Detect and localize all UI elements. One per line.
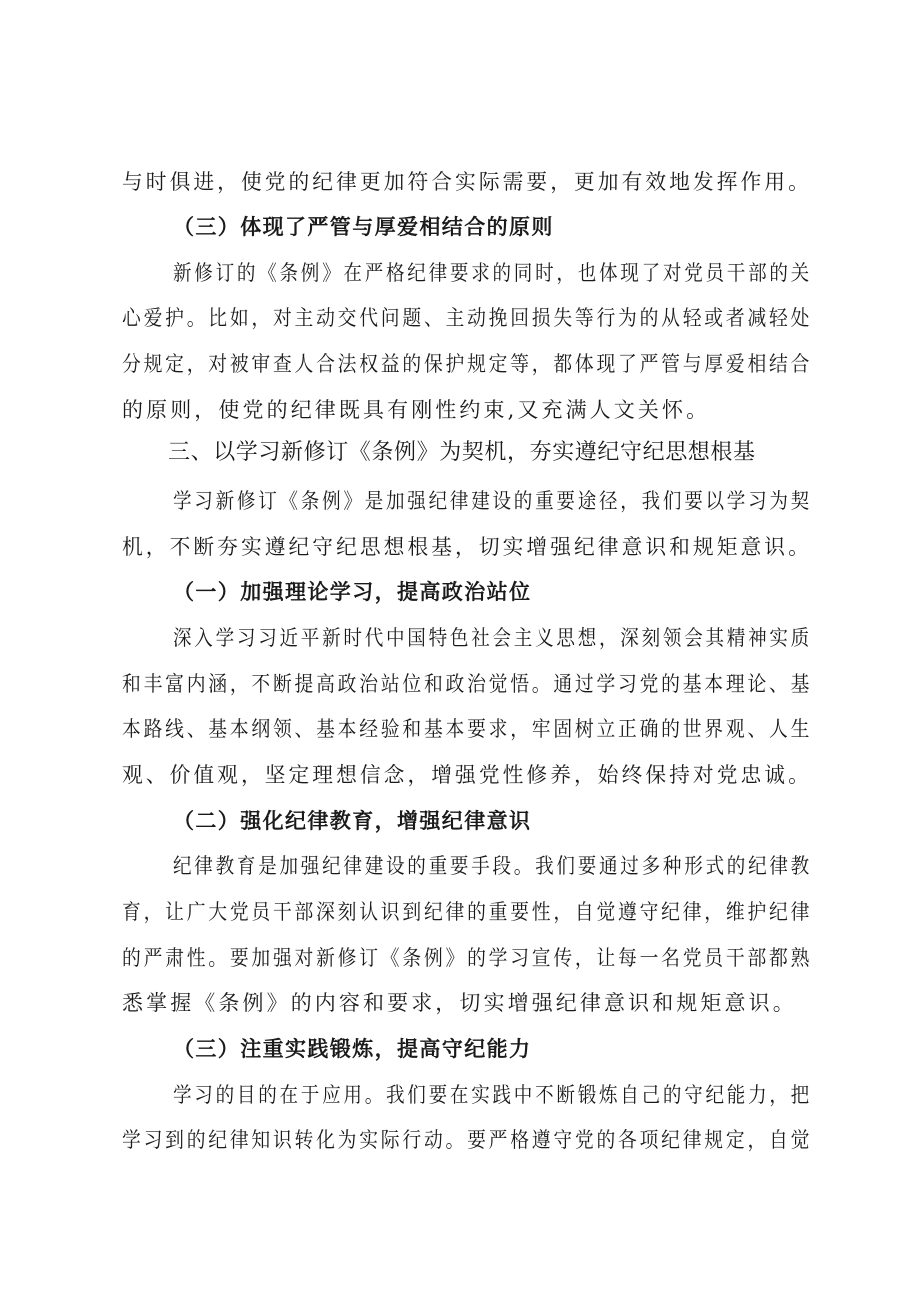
body-line: 学习到的纪律知识转化为实际行动。要严格遵守党的各项纪律规定，自觉: [122, 1128, 813, 1152]
section-heading-three: 三、以学习新修订《条例》为契机，夯实遵纪守纪思想根基: [168, 440, 756, 465]
subheading-three-practice: （三）注重实践锻炼，提高守纪能力: [173, 1037, 532, 1061]
body-line: 和丰富内涵，不断提高政治站位和政治觉悟。通过学习党的基本理论、基: [122, 672, 813, 696]
body-line: 的严肃性。要加强对新修订《条例》的学习宣传，让每一名党员干部都熟: [122, 946, 813, 970]
body-line: 与时俱进，使党的纪律更加符合实际需要，更加有效地发挥作用。: [122, 170, 812, 194]
body-line: 本路线、基本纲领、基本经验和基本要求，牢固树立正确的世界观、人生: [122, 717, 813, 741]
body-line: 深入学习习近平新时代中国特色社会主义思想，深刻领会其精神实质: [173, 626, 812, 650]
body-line: 心爱护。比如，对主动交代问题、主动挽回损失等行为的从轻或者减轻处: [122, 306, 813, 330]
body-line: 观、价值观，坚定理想信念，增强党性修养，始终保持对党忠诚。: [122, 763, 812, 787]
body-line: 分规定，对被审查人合法权益的保护规定等，都体现了严管与厚爱相结合: [122, 352, 813, 376]
body-line: 悉掌握《条例》的内容和要求，切实增强纪律意识和规矩意识。: [122, 991, 797, 1015]
body-line: 学习新修订《条例》是加强纪律建设的重要途径，我们要以学习为契: [173, 489, 812, 513]
body-line: 学习的目的在于应用。我们要在实践中不断锻炼自己的守纪能力，把: [173, 1083, 812, 1107]
subheading-two-discipline-education: （二）强化纪律教育，增强纪律意识: [173, 809, 532, 833]
body-line: 的原则，使党的纪律既具有刚性约束,又充满人文关怀。: [122, 398, 711, 422]
subheading-one-theory-study: （一）加强理论学习，提高政治站位: [173, 580, 532, 604]
body-line: 机，不断夯实遵纪守纪思想根基，切实增强纪律意识和规矩意识。: [122, 535, 812, 559]
body-line: 纪律教育是加强纪律建设的重要手段。我们要通过多种形式的纪律教: [173, 854, 812, 878]
subheading-three-strict-care: （三）体现了严管与厚爱相结合的原则: [173, 215, 554, 239]
body-line: 新修订的《条例》在严格纪律要求的同时，也体现了对党员干部的关: [173, 261, 812, 285]
body-line: 育，让广大党员干部深刻认识到纪律的重要性，自觉遵守纪律，维护纪律: [122, 900, 813, 924]
